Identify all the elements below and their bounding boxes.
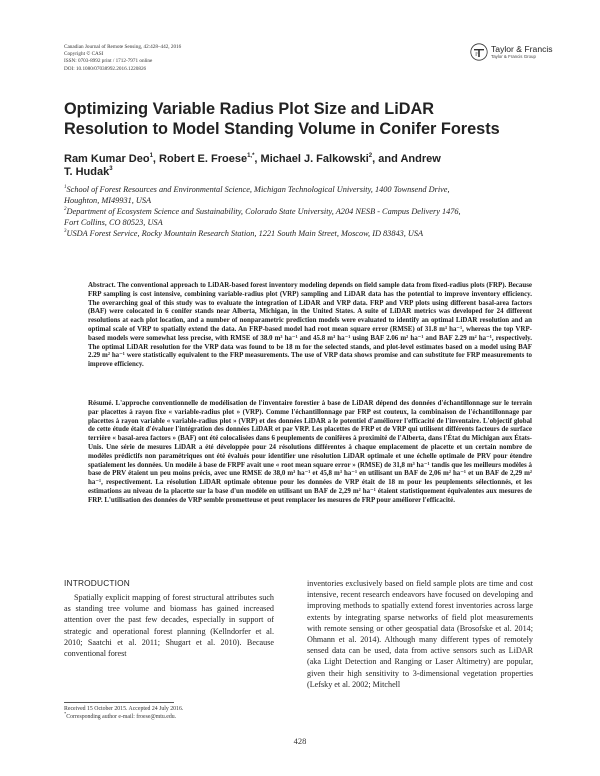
affiliation-text: School of Forest Resources and Environmental Science, Michigan Technological University, 1400 Townsend Drive, Houghton, MI49931, USA	[64, 185, 450, 205]
affiliation-text: USDA Forest Service, Rocky Mountain Research Station, 1221 South Main Street, Moscow, ID 83843, USA	[66, 229, 424, 238]
resume	[88, 399, 532, 505]
affiliations	[64, 184, 464, 239]
body-text-left-column: Spatially explicit mapping of forest structural attributes such as standing tree volume and biomass has gained increased attention over the past few decades, especially in support of strategic and operational forest planning (Kellndorfer et al. 2010; Saatchi et al. 2011; Shugart et al. 2010). Because conventional forest	[64, 593, 274, 659]
author-affiliation-marker: 3	[109, 166, 113, 172]
author-affiliation-marker: 1	[149, 153, 153, 159]
copyright-line: Copyright © CASI	[64, 51, 104, 58]
corresponding-author	[64, 710, 284, 722]
resume-label: Résumé.	[88, 399, 114, 407]
body-text-right-column: inventories exclusively based on field sample plots are time and cost intensive, recent research endeavors have focused on developing and improving methods to spatially extend forest inventories across large extents by integrating sparse networks of field plot measurements with remote sensing or other geospatial data (Brosofske et al. 2014; Ohmann et al. 2014). Although many different types of remotely sensed data can be used, data from active sensors such as LiDAR (aka Light Detection and Ranging or Laser Altimetry) are popular, given their high sensitivity to 3-dimensional vegetation properties (Lefsky et al. 2002; Mitchell	[307, 579, 533, 689]
author-affiliation-marker: 2	[368, 153, 373, 159]
affiliation-text: Department of Ecosystem Science and Sustainability, Colorado State University, A204 NESB - Campus Delivery 1476, Fort Collins, CO 80523, USA	[64, 207, 461, 227]
title-line-2: Resolution to Model Standing Volume in Conifer Forests	[64, 120, 500, 138]
affiliation-marker: 3	[64, 229, 67, 234]
affiliation-item	[64, 184, 464, 206]
journal-metadata	[64, 44, 181, 73]
resume-text: L'approche conventionnelle de modélisation de l'inventaire forestier à base de LiDAR dépend des données d'échantillonnage sur le terrain par placettes à rayon fixe « variable-radius plot » (VRP). Comme l'échantillonnage par FRP est couteux, la combinaison de l'échantillonnage par placettes à rayon variable « variable-radius plot » (VRP) et des données LiDAR a le potentiel d'améliorer l'efficacité de l'inventaire. L'objectif global de cette étude était d'évaluer l'intégration des données LiDAR et par VRP. Les placettes de FRP et de VRP qui utilisent différents facteurs de surface terrière « basal-area factors » (BAF) ont été colocalisées dans 6 peuplements de conifères à proximité de l'Alberta, dans l'État du Michigan aux États-Unis. Une série de mesures LiDAR a été développée pour 24 résolutions différentes à chaque emplacement de placette et un certain nombre de modèles prédictifs non paramétriques ont été évalués pour identifier une résolution LiDAR optimale et une échelle optimale de PRV pour étendre spatialement les données. Un modèle à base de FRPF avait une « root mean square error » (RMSE) de 31,8 m³ ha⁻¹ tandis que les meilleurs modèles à base de PRV étaient un peu moins précis, avec une RMSE de 38,0 m³ ha⁻¹ et 45,8 m³ ha⁻¹ en utilisant un BAF de 2,06 m² ha⁻¹ et un BAF de 2,29 m² ha⁻¹, respectivement. La résolution LiDAR optimale obtenue pour les données de VRP était de 18 m pour les peuplements sélectionnés, et les estimations au niveau de la placette sur la base d'un modèle en utilisant un BAF de 2,29 m² ha⁻¹ étaient statistiquement équivalentes aux mesures de FRP. L'utilisation des données de VRP semble prometteuse et peut remplacer les mesures de FRP pour améliorer l'efficacité.	[88, 399, 532, 504]
publisher-subtitle: Taylor & Francis Group	[491, 54, 536, 59]
corresponding-email: Corresponding author e-mail: froese@mtu.edu.	[66, 713, 177, 720]
author-list: Ram Kumar Deo$^1$, Robert E. Froese$^{1,*}$, Michael J. Falkowski$^2$, and Andrew T. Hudak$^3$	[64, 153, 441, 178]
author-name: T. Hudak	[64, 166, 110, 178]
affiliation-item	[64, 228, 464, 239]
title-line-1: Optimizing Variable Radius Plot Size and LiDAR	[64, 100, 435, 118]
footnotes	[64, 706, 284, 721]
received-dates: Received 15 October 2015. Accepted 24 July 2016.	[64, 706, 184, 712]
affiliation-marker: 2	[64, 207, 67, 212]
corresponding-marker: *	[64, 710, 67, 716]
doi-line: DOI: 10.1080/07038992.2016.1220826	[64, 65, 147, 72]
page-number: 428	[293, 736, 307, 746]
author-name: Robert E. Froese	[159, 153, 248, 165]
abstract	[88, 281, 532, 369]
section-heading-introduction: INTRODUCTION	[64, 578, 131, 588]
issn-line: ISSN: 0703-8992 print / 1712-7971 online	[64, 58, 153, 65]
abstract-label: Abstract.	[88, 281, 116, 289]
paper-title	[64, 99, 534, 139]
affiliation-item	[64, 206, 464, 228]
footnote-divider	[64, 702, 174, 703]
author-name: Ram Kumar Deo	[64, 153, 150, 165]
taylor-francis-logo-icon	[470, 43, 488, 61]
author-name: Michael J. Falkowski	[260, 153, 369, 165]
journal-citation: Canadian Journal of Remote Sensing, 42:428–442, 2016	[64, 44, 182, 50]
publisher-name: Taylor & Francis	[491, 44, 553, 54]
author-conjunction: and Andrew	[378, 153, 441, 165]
publisher-logo	[470, 42, 560, 66]
abstract-text: The conventional approach to LiDAR-based forest inventory modeling depends on field sample data from fixed-radius plots (FRP). Because FRP sampling is cost intensive, combining variable-radius plot (VRP) sampling and LiDAR data has the potential to improve inventory efficiency. The overarching goal of this study was to evaluate the integration of LiDAR and VRP data. FRP and VRP plots using different basal-area factors (BAF) were colocated in 6 conifer stands near Alberta, Michigan, in the United States. A suite of LiDAR metrics was developed for 24 different resolutions at each plot location, and a number of nonparametric prediction models were evaluated to identify an optimal LiDAR resolution and an optimal scale of VRP to spatially extend the data. An FRP-based model had root mean square error (RMSE) of 31.8 m³ ha⁻¹, whereas the top VRP-based models were somewhat less precise, with RMSE of 38.0 m³ ha⁻¹ and 45.8 m³ ha⁻¹ using BAF 2.06 m² ha⁻¹ and BAF 2.29 m² ha⁻¹, respectively. The optimal LiDAR resolution for the VRP data was found to be 18 m for the selected stands, and plot-level estimates based on a model using BAF 2.29 m² ha⁻¹ were statistically equivalent to the FRP measurements. The use of VRP data shows promise and can substitute for FRP measurements to improve efficiency.	[88, 281, 532, 369]
affiliation-marker: 1	[64, 185, 67, 190]
author-affiliation-marker: 1,*	[247, 153, 255, 159]
